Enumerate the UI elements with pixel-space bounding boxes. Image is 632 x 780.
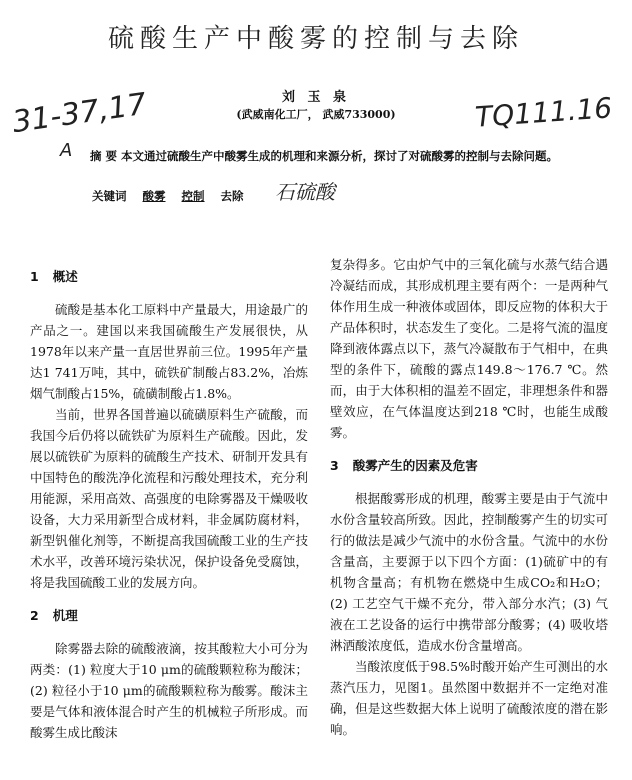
- paragraph: 除雾器去除的硫酸液滴，按其酸粒大小可分为两类：(1) 粒度大于10 μm的硫酸颗粒称为酸沫；(2) 粒径小于10 μm的硫酸颗粒称为酸雾。酸沫主要是气体和液体混合时产生的机械粒子所形成。而酸雾生成比酸沫: [30, 641, 308, 740]
- handwritten-keyword-note: 石硫酸: [275, 180, 335, 204]
- abstract: [72, 146, 572, 166]
- left-column: [30, 254, 308, 743]
- keyword-item: 去除: [220, 189, 244, 203]
- abstract-label: 摘 要: [90, 149, 118, 163]
- handwritten-note-left: 31-37,17: [10, 86, 149, 141]
- keyword-item: 控制: [181, 189, 205, 203]
- handwritten-abstract-mark: A: [60, 140, 73, 161]
- paragraph: 当酸浓度低于98.5%时酸开始产生可测出的水蒸汽压力，见图1。虽然图中数据并不一定绝对准确，但是这些数据大体上说明了硫酸浓度的潜在影响。: [330, 659, 608, 737]
- section-heading-2: 2 机理: [30, 608, 78, 623]
- handwritten-note-right: TQ111.16: [474, 91, 614, 134]
- paragraph: 复杂得多。它由炉气中的三氧化硫与水蒸气结合遇冷凝结而成，其形成机理主要有两个：一是两种气体作用生成一种液体或固体，即反应物的体积大于产品体积时，状态发生了变化。二是将气流的温度降到液体露点以下，蒸气冷凝散布于气相中，在典型的条件下，硫酸的露点149.8～176.7 ℃。然而，由于大体积相的温差不固定，非理想条件和器壁效应，在气体温度达到218 ℃时，也能生成酸雾。: [330, 257, 608, 440]
- section-heading-1: 1 概述: [30, 269, 78, 284]
- keyword-item: 酸雾: [142, 189, 166, 203]
- keywords-label: 关键词: [92, 189, 127, 203]
- author-name: 刘 玉 泉: [281, 90, 351, 105]
- section-heading-3: 3 酸雾产生的因素及危害: [330, 458, 478, 473]
- paper-title: 硫酸生产中酸雾的控制与去除: [107, 24, 524, 54]
- paragraph: 当前，世界各国普遍以硫磺原料生产硫酸，而我国今后仍将以硫铁矿为原料生产硫酸。因此，发展以硫铁矿为原料的硫酸生产技术、研制开发具有中国特色的酸洗净化流程和污酸处理技术，充分利用能源，采用高效、高强度的电除雾器及干燥吸收设备，大力采用新型合成材料，非金属防腐材料，新型钒催化剂等，不断提高我国硫酸工业的生产技术水平，改善环境污染状况，保护设备免受腐蚀，将是我国硫酸工业的发展方向。: [30, 407, 308, 590]
- paragraph: 硫酸是基本化工原料中产量最大，用途最广的产品之一。建国以来我国硫酸生产发展很快，从1978年以来产量一直居世界前三位。1995年产量达1 741万吨，其中，硫铁矿制酸占83.2%，冶炼烟气制酸占15%，硫磺制酸占1.8%。: [30, 302, 308, 401]
- author-affiliation: (武威南化工厂， 武威733000): [236, 108, 396, 121]
- right-column: [330, 254, 608, 740]
- paragraph: 根据酸雾形成的机理，酸雾主要是由于气流中水份含量较高所致。因此，控制酸雾产生的切实可行的做法是减少气流中的水份含量。气流中的水份含量高，主要源于以下四个方面：(1)硫矿中的有机物含量高；有机物在燃烧中生成CO₂和H₂O；(2) 工艺空气干燥不充分，带入部分水汽；(3) 气液在工艺设备的运行中携带部分酸雾；(4) 吸收塔淋洒酸浓度低，造成水份含量增高。: [330, 491, 608, 653]
- abstract-text: 本文通过硫酸生产中酸雾生成的机理和来源分析，探讨了对硫酸雾的控制与去除问题。: [121, 149, 559, 163]
